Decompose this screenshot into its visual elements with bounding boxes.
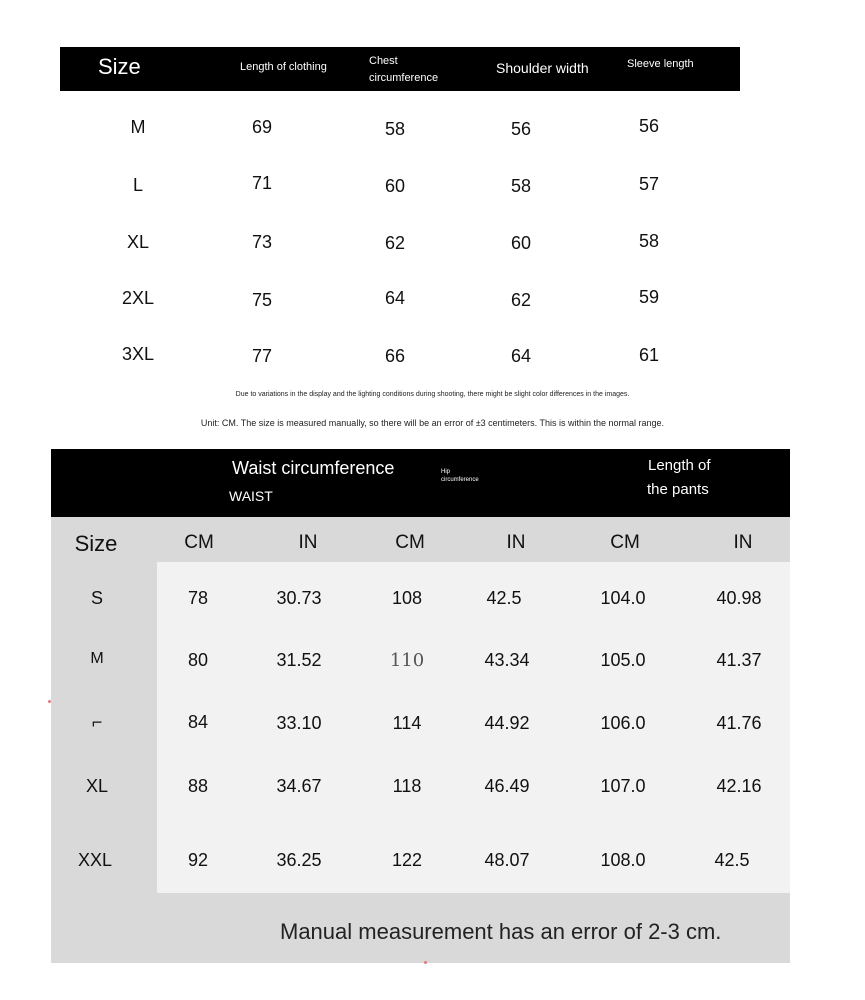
- unit-label: IN: [298, 532, 318, 553]
- top-header-length: Length of clothing: [240, 61, 327, 73]
- bottom-table-body: [157, 562, 790, 893]
- top-row-chest: 62: [384, 233, 406, 253]
- bottom-row-size: ⌐: [91, 712, 103, 732]
- top-row-shoulder: 64: [510, 346, 532, 366]
- bottom-row-length-in: 41.37: [716, 650, 762, 670]
- top-row-shoulder: 58: [510, 176, 532, 196]
- top-row-shoulder: 60: [510, 233, 532, 253]
- bottom-row-waist-in: 34.67: [276, 776, 322, 796]
- bottom-row-size: XXL: [77, 850, 113, 870]
- bottom-header-hip-line2: circumference: [441, 477, 479, 483]
- top-header-sleeve: Sleeve length: [627, 58, 694, 70]
- measurement-error-note: Manual measurement has an error of 2-3 cm.: [280, 919, 722, 944]
- unit-label: IN: [733, 532, 753, 553]
- top-row-length: 71: [251, 173, 273, 193]
- top-row-sleeve: 61: [638, 345, 660, 365]
- bottom-row-hip-in: 48.07: [484, 850, 530, 870]
- top-row-sleeve: 57: [638, 174, 660, 194]
- bottom-row-hip-cm: 114: [392, 713, 422, 733]
- bottom-row-size: S: [90, 588, 104, 608]
- top-row-size: 3XL: [121, 344, 155, 364]
- top-row-sleeve: 56: [638, 116, 660, 136]
- bottom-row-length-cm: 104.0: [600, 588, 646, 608]
- color-difference-note: Due to variations in the display and the lighting conditions during shooting, there might be slight color differences in the images.: [235, 391, 630, 398]
- bottom-row-waist-cm: 80: [187, 650, 209, 670]
- decorative-dot: [48, 700, 51, 703]
- top-header-size: Size: [98, 54, 141, 79]
- top-row-chest: 60: [384, 176, 406, 196]
- bottom-row-length-cm: 105.0: [600, 650, 646, 670]
- top-row-shoulder: 62: [510, 290, 532, 310]
- bottom-row-waist-cm: 84: [187, 712, 209, 732]
- top-row-size: L: [132, 175, 144, 195]
- top-row-length: 73: [251, 232, 273, 252]
- unit-label: IN: [506, 532, 526, 553]
- bottom-row-hip-in: 44.92: [484, 713, 530, 733]
- bottom-row-hip-cm: 118: [392, 776, 422, 796]
- top-row-chest: 64: [384, 288, 406, 308]
- unit-label: CM: [610, 532, 640, 553]
- bottom-header-waist-line2: WAIST: [229, 488, 273, 504]
- bottom-header-length-line1: Length of: [648, 457, 711, 474]
- bottom-row-length-cm: 108.0: [600, 850, 646, 870]
- bottom-row-waist-in: 30.73: [276, 588, 322, 608]
- bottom-row-hip-cm: 110: [389, 650, 425, 671]
- bottom-row-size: M: [90, 650, 104, 667]
- top-row-chest: 66: [384, 346, 406, 366]
- bottom-row-length-in: 40.98: [716, 588, 762, 608]
- bottom-row-length-cm: 107.0: [600, 776, 646, 796]
- bottom-header-hip-line1: Hip: [441, 469, 451, 475]
- bottom-row-waist-cm: 88: [187, 776, 209, 796]
- bottom-row-length-in: 42.5: [714, 850, 750, 870]
- top-row-length: 75: [251, 290, 273, 310]
- top-row-length: 77: [251, 346, 273, 366]
- bottom-row-waist-cm: 92: [187, 850, 209, 870]
- bottom-row-length-cm: 106.0: [600, 713, 646, 733]
- unit-size-label: Size: [74, 531, 118, 556]
- top-row-sleeve: 58: [638, 231, 660, 251]
- bottom-row-hip-in: 43.34: [484, 650, 530, 670]
- unit-note: Unit: CM. The size is measured manually, so there will be an error of ±3 centimeters. This is within the normal range.: [200, 418, 665, 428]
- bottom-row-hip-cm: 122: [391, 850, 423, 870]
- top-row-sleeve: 59: [638, 287, 660, 307]
- unit-label: CM: [395, 532, 425, 553]
- top-header-shoulder: Shoulder width: [496, 60, 589, 76]
- top-header-chest-line1: Chest: [369, 55, 398, 67]
- bottom-row-waist-in: 36.25: [276, 850, 322, 870]
- bottom-row-waist-cm: 78: [187, 588, 209, 608]
- top-row-size: XL: [126, 232, 150, 252]
- top-row-size: 2XL: [121, 288, 155, 308]
- top-header-chest-line2: circumference: [369, 72, 439, 84]
- bottom-row-hip-in: 42.5: [486, 588, 522, 608]
- unit-label: CM: [184, 532, 214, 553]
- bottom-row-hip-cm: 108: [391, 588, 423, 608]
- bottom-row-waist-in: 33.10: [276, 713, 322, 733]
- bottom-size-column: [51, 562, 157, 893]
- bottom-row-size: XL: [85, 776, 109, 796]
- top-row-length: 69: [251, 117, 273, 137]
- bottom-row-waist-in: 31.52: [276, 650, 322, 670]
- bottom-row-length-in: 42.16: [716, 776, 762, 796]
- top-row-size: M: [130, 117, 146, 137]
- decorative-dot: [424, 961, 427, 964]
- bottom-header-waist-line1: Waist circumference: [232, 458, 395, 478]
- bottom-row-length-in: 41.76: [716, 713, 762, 733]
- bottom-header-length-line2: the pants: [647, 481, 709, 498]
- top-row-shoulder: 56: [510, 119, 532, 139]
- top-row-chest: 58: [384, 119, 406, 139]
- bottom-row-hip-in: 46.49: [484, 776, 530, 796]
